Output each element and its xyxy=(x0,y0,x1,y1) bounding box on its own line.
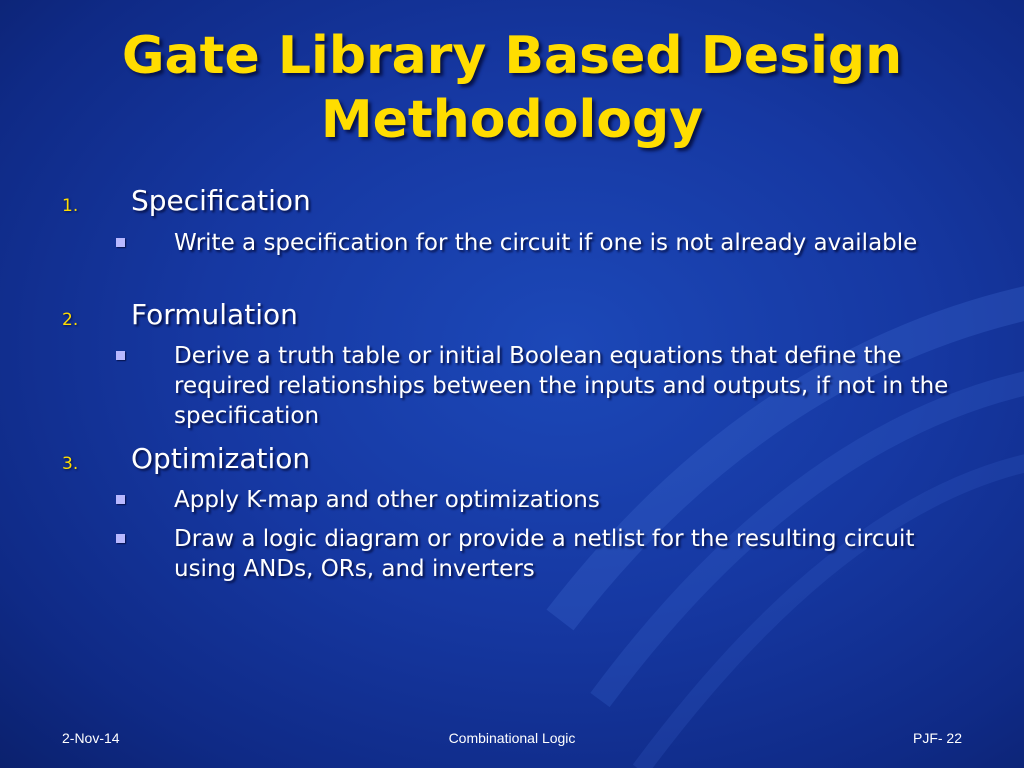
slide-title xyxy=(60,24,964,152)
slide-title-line2: Methodology xyxy=(320,90,704,150)
slide-title-line1: Gate Library Based Design xyxy=(121,26,903,86)
item-number: 3. xyxy=(62,454,79,474)
bullet-text: Apply K-map and other optimizations xyxy=(174,487,600,513)
bullet-text: Write a specification for the circuit if one is not already available xyxy=(174,230,918,256)
item-heading: Optimization xyxy=(131,442,311,475)
bullet-icon xyxy=(116,238,125,247)
bullet-text: Draw a logic diagram or provide a netlist for the resulting circuit using ANDs, ORs, and inverters xyxy=(174,526,915,582)
footer-topic: Combinational Logic xyxy=(448,730,576,746)
bullet-icon xyxy=(116,495,125,504)
item-number: 1. xyxy=(62,196,79,216)
item-heading: Formulation xyxy=(131,298,298,331)
footer-page-number: PJF- 22 xyxy=(912,730,962,746)
item-number: 2. xyxy=(62,310,79,330)
bullet-text: Derive a truth table or initial Boolean equations that define the required relationships between the inputs and outputs, if not in the specification xyxy=(174,343,949,429)
footer-date: 2-Nov-14 xyxy=(62,730,120,746)
bullet-icon xyxy=(116,534,125,543)
item-heading: Specification xyxy=(131,184,311,217)
bullet-icon xyxy=(116,351,125,360)
